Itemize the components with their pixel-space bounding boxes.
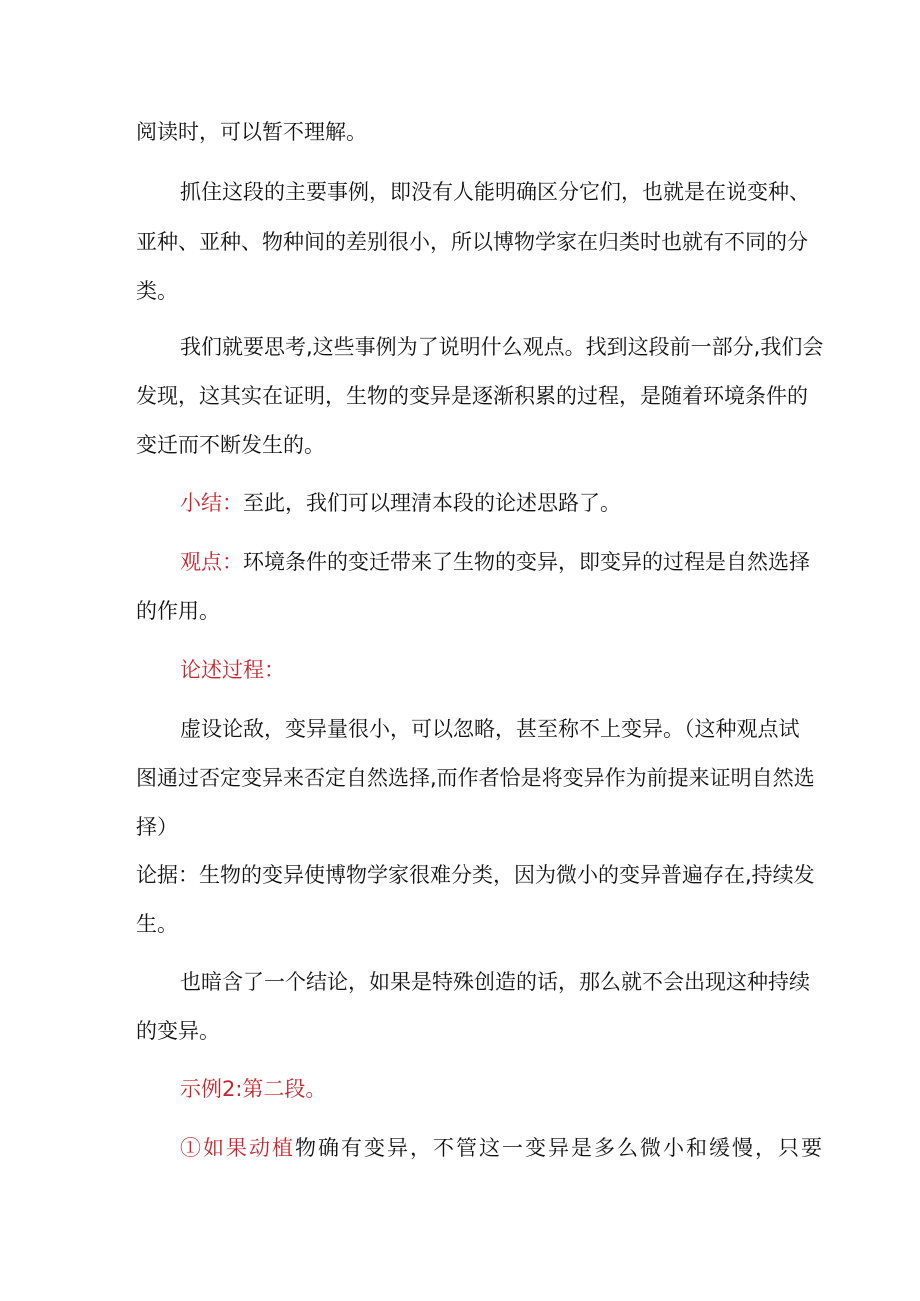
text-line: 亚种、亚种、物种间的差别很小，所以博物学家在归类时也就有不同的分 xyxy=(136,230,808,254)
text-line: 类。 xyxy=(136,279,178,303)
text-line: 的作用。 xyxy=(136,599,220,623)
quote-text: 物确有变异，不管这一变异是多么微小和缓慢，只要 xyxy=(295,1136,824,1160)
viewpoint-line xyxy=(180,548,840,576)
quote-line xyxy=(180,1134,840,1162)
summary-line xyxy=(180,489,840,517)
text-line: 虚设论敌，变异量很小，可以忽略，甚至称不上变异。（这种观点试 xyxy=(180,717,800,741)
text-line: 论据：生物的变异使博物学家很难分类，因为微小的变异普遍存在,持续发 xyxy=(136,863,815,887)
example-label: 示例2:第二段。 xyxy=(180,1077,327,1101)
text-line: 也暗含了一个结论，如果是特殊创造的话，那么就不会出现这种持续 xyxy=(180,970,810,994)
summary-label: 小结： xyxy=(180,491,243,515)
text-line: 变迁而不断发生的。 xyxy=(136,433,325,457)
text-line: 图通过否定变异来否定自然选择,而作者恰是将变异作为前提来证明自然选 xyxy=(136,766,815,790)
text-line: 我们就要思考,这些事例为了说明什么观点。找到这段前一部分,我们会 xyxy=(180,335,824,359)
text-line: 的变异。 xyxy=(136,1019,220,1043)
quote-marker: ①如果动植 xyxy=(180,1136,295,1160)
viewpoint-text: 环境条件的变迁带来了生物的变异，即变异的过程是自然选择 xyxy=(243,550,810,574)
summary-text: 至此，我们可以理清本段的论述思路了。 xyxy=(243,491,621,515)
text-line: 阅读时，可以暂不理解。 xyxy=(136,120,367,144)
text-line: 生。 xyxy=(136,912,178,936)
text-line: 发现，这其实在证明，生物的变异是逐渐积累的过程，是随着环境条件的 xyxy=(136,384,808,408)
process-label: 论述过程： xyxy=(180,658,285,682)
viewpoint-label: 观点： xyxy=(180,550,243,574)
text-line: 抓住这段的主要事例，即没有人能明确区分它们，也就是在说变种、 xyxy=(180,180,810,204)
text-line: 择） xyxy=(136,815,178,839)
